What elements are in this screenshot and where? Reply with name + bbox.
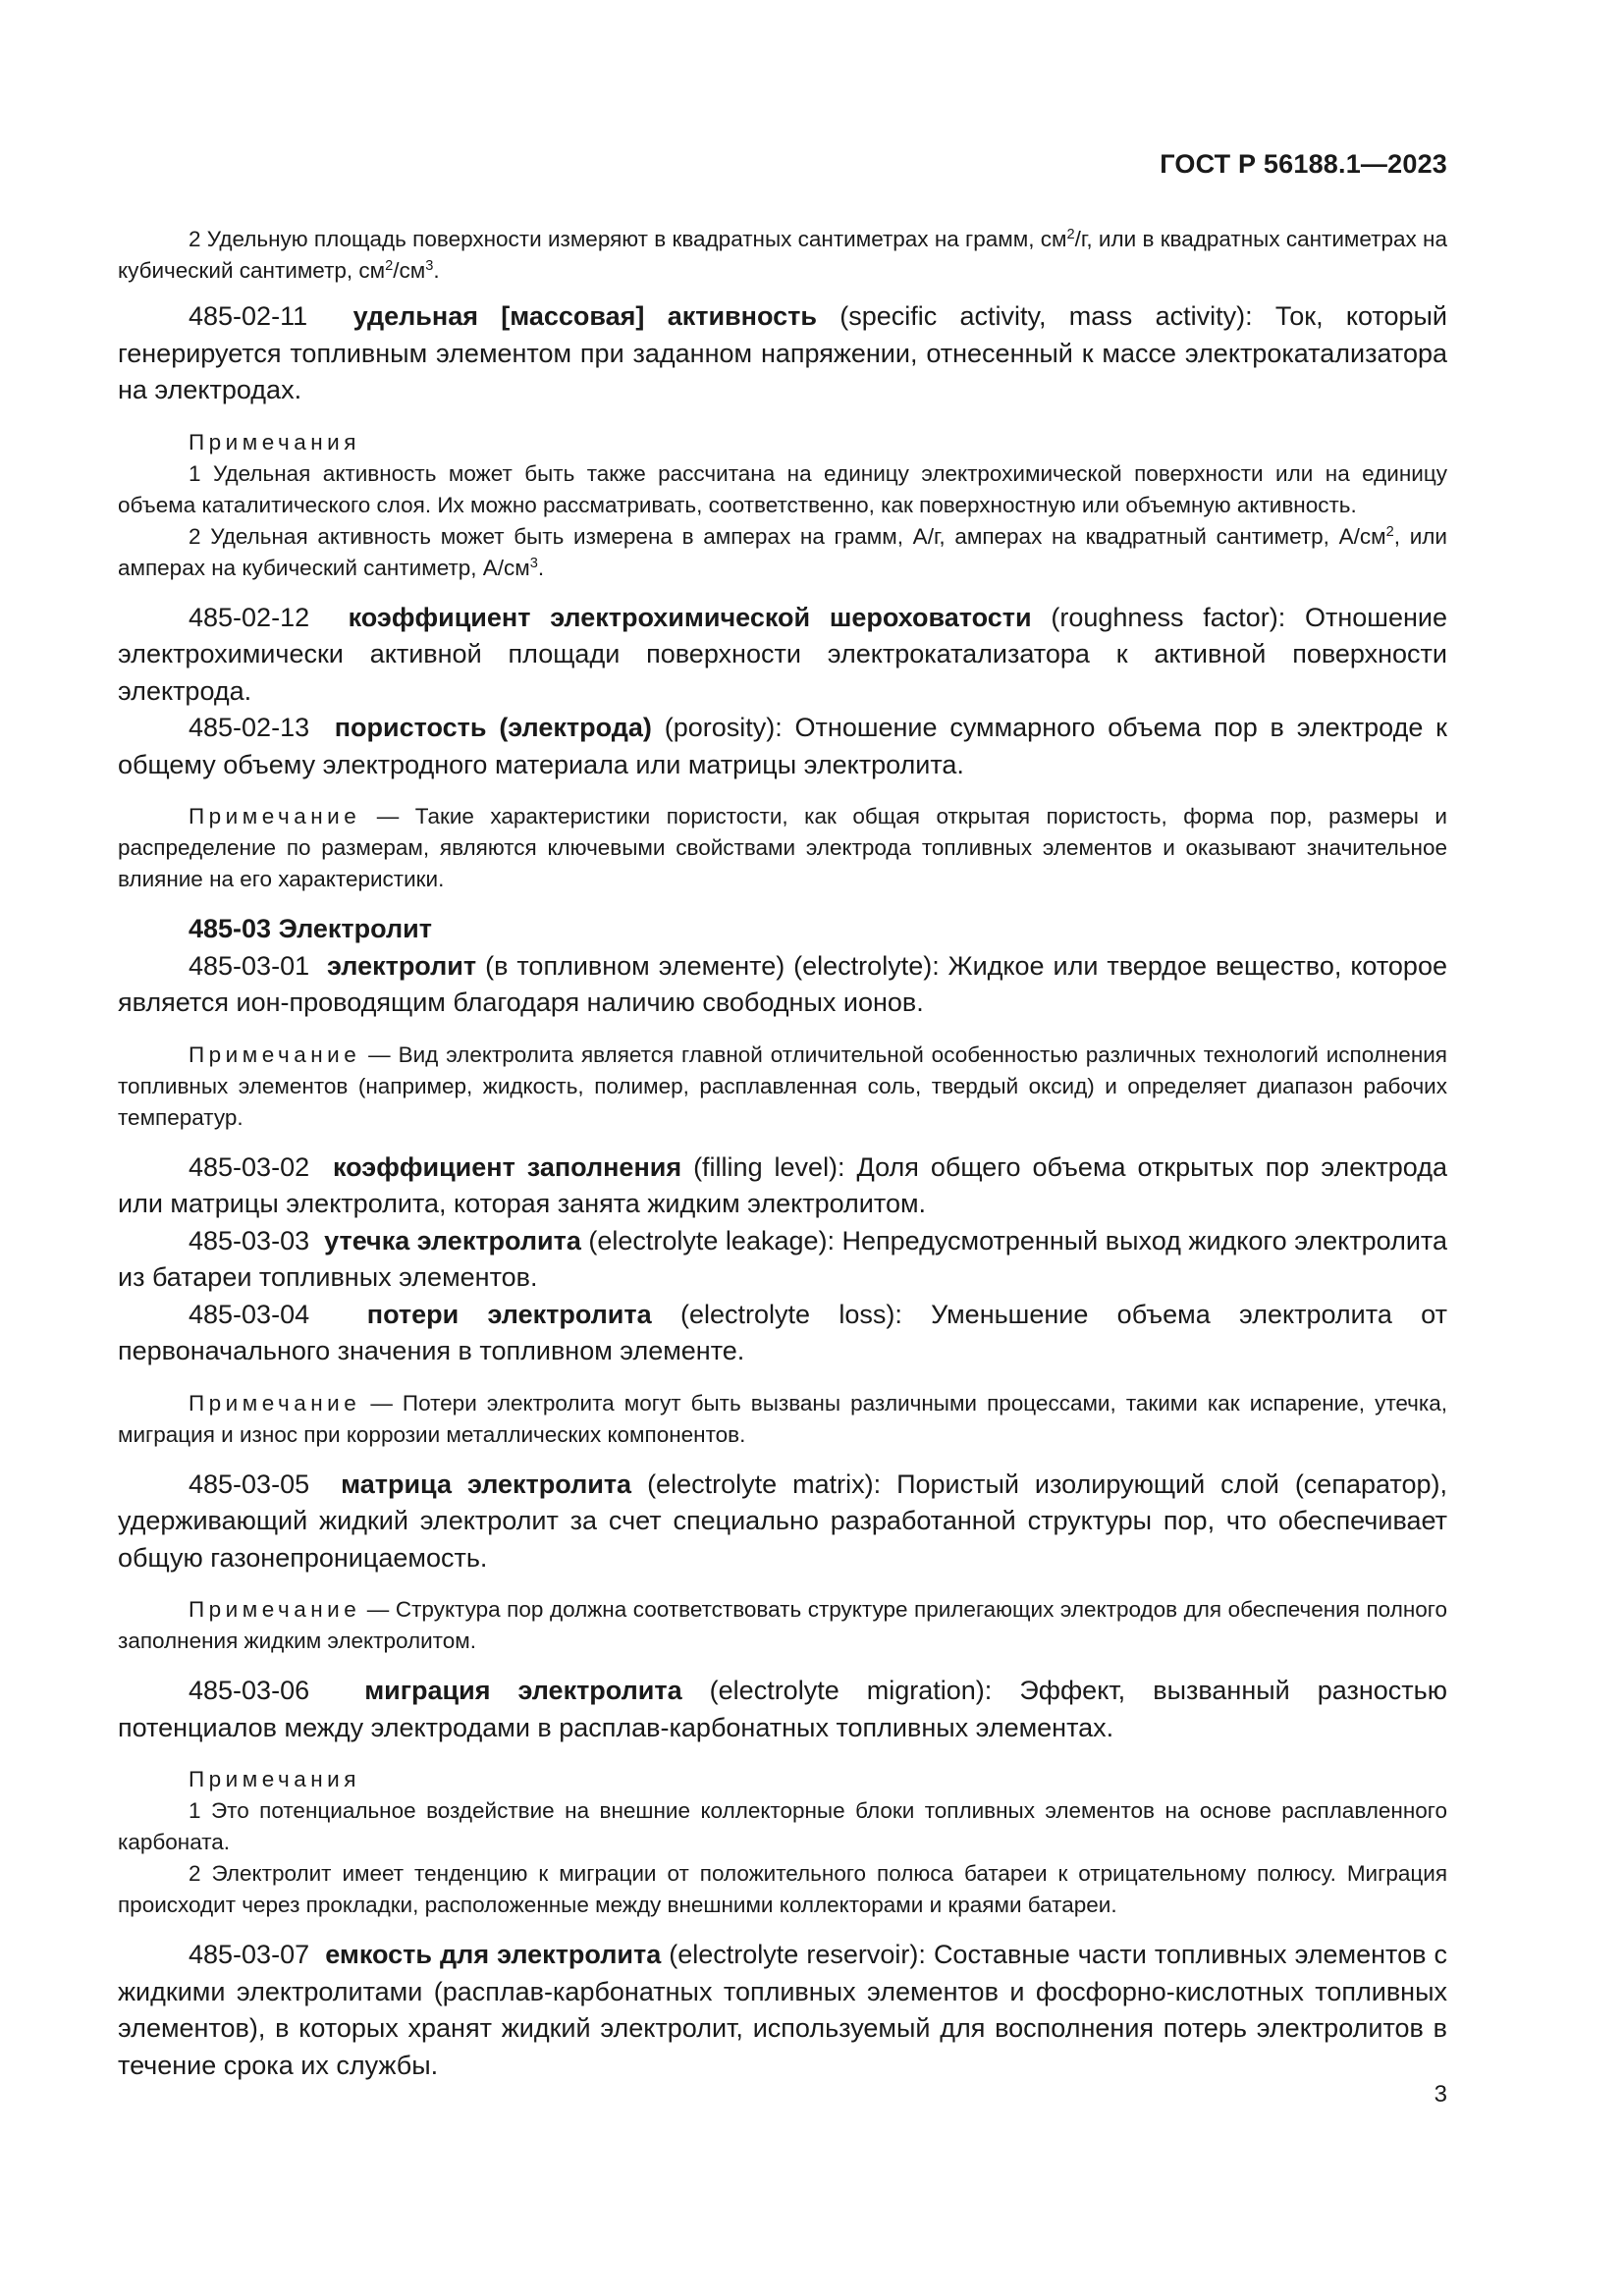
term-entry-485-02-12 (118, 600, 1447, 711)
term-number: 485-03-04 (189, 1299, 310, 1329)
term-entry-485-03-02 (118, 1149, 1447, 1223)
page-number: 3 (1434, 2081, 1447, 2108)
term-number: 485-02-12 (189, 602, 310, 632)
page-body (118, 224, 1447, 2084)
term-number: 485-02-11 (189, 301, 308, 331)
term-definition: (roughness factor): Отношение электрохимически активной площади поверхности электрокатализатора к активной поверхности электрода. (118, 602, 1447, 706)
term-definition: (electrolyte migration): Эффект, вызванный разностью потенциалов между электродами в расплав-карбонатных топливных элементах. (118, 1676, 1447, 1742)
term-name: миграция электролита (364, 1676, 682, 1705)
term-definition: (porosity): Отношение суммарного объема пор в электроде к общему объему электродного материала или матрицы электролита. (118, 713, 1447, 779)
term-name: коэффициент электрохимической шероховатости (348, 602, 1032, 632)
term-entry-485-03-06 (118, 1673, 1447, 1746)
term-definition: (electrolyte matrix): Пористый изолирующий слой (сепаратор), удерживающий жидкий электролит за счет специально разработанной структуры пор, что обеспечивает общую газонепроницаемость. (118, 1468, 1447, 1573)
term-number: 485-03-05 (189, 1468, 310, 1499)
term-entry-485-03-05 (118, 1467, 1447, 1577)
note-485-03-04 (118, 1388, 1447, 1451)
note-item: 1 Удельная активность может быть также рассчитана на единицу электрохимической поверхности или на единицу объема каталитического слоя. Их можно рассматривать, соответственно, как поверхностную или объемную активность. (118, 460, 1447, 517)
term-number: 485-02-13 (189, 713, 310, 742)
note-heading: Примечание (189, 804, 361, 828)
term-definition: (filling level): Доля общего объема открытых пор электрода или матрицы электролита, которая занята жидким электролитом. (118, 1151, 1447, 1218)
note-heading: Примечание (189, 1390, 361, 1415)
term-entry-485-02-11 (118, 298, 1447, 409)
note-485-03-01 (118, 1040, 1447, 1134)
term-number: 485-03-03 (189, 1225, 310, 1255)
term-entry-485-03-04 (118, 1297, 1447, 1370)
notes-heading: Примечания (189, 429, 360, 454)
note-heading: Примечание (189, 1597, 361, 1622)
note-item: Примечание — Такие характеристики пористости, как общая открытая пористость, форма пор, размеры и распределение по размерам, являются ключевыми свойствами электрода топливных элементов и оказывают значительное влияние на его характеристики. (118, 804, 1447, 891)
term-number: 485-03-02 (189, 1151, 310, 1182)
note-item: Примечание — Потери электролита могут быть вызваны различными процессами, такими как испарение, утечка, миграция и износ при коррозии металлических компонентов. (118, 1390, 1447, 1447)
term-name: электролит (327, 950, 477, 981)
document-designation: ГОСТ Р 56188.1—2023 (1160, 149, 1447, 179)
term-entry-485-03-07 (118, 1937, 1447, 2084)
term-definition: (electrolyte leakage): Непредусмотренный выход жидкого электролита из батареи топливных элементов. (118, 1225, 1447, 1292)
term-name: коэффициент заполнения (333, 1151, 682, 1182)
note-surface-area-units: 2 Удельную площадь поверхности измеряют в квадратных сантиметрах на грамм, $см^2/г$, или в квадратных сантиметрах на кубический сантиметр, $см^2/см^3$. (118, 226, 1447, 283)
term-definition: (electrolyte reservoir): Составные части топливных элементов с жидкими электролитами (расплав-карбонатных топливных элементов и фосфорно-кислотных топливных элементов), в которых хранят жидкий электролит, используемый для восполнения потерь электролитов в течение срока их службы. (118, 1940, 1447, 2080)
note-item: 2 Электролит имеет тенденцию к миграции от положительного полюса батареи к отрицательному полюсу. Миграция происходит через прокладки, расположенные между внешними коллекторами и краями батареи. (118, 1861, 1447, 1917)
note-item: Примечание — Вид электролита является главной отличительной особенностью различных технологий исполнения топливных элементов (например, жидкость, полимер, расплавленная соль, твердый оксид) и определяет диапазон рабочих температур. (118, 1041, 1447, 1130)
note-item: Примечание — Структура пор должна соответствовать структуре прилегающих электродов для обеспечения полного заполнения жидким электролитом. (118, 1597, 1447, 1653)
term-number: 485-03-06 (189, 1676, 310, 1705)
term-definition: (specific activity, mass activity): Ток, который генерируется топливным элементом при заданном напряжении, отнесенный к массе электрокатализатора на электродах. (118, 301, 1447, 404)
term-name: утечка электролита (324, 1225, 581, 1255)
term-entry-485-03-03 (118, 1223, 1447, 1297)
term-name: пористость (электрода) (334, 713, 652, 742)
term-name: емкость для электролита (325, 1940, 662, 1969)
term-definition: (electrolyte loss): Уменьшение объема электролита от первоначального значения в топливном элементе. (118, 1299, 1447, 1365)
term-entry-485-02-13 (118, 710, 1447, 783)
term-name: матрица электролита (341, 1468, 632, 1499)
notes-485-03-06 (118, 1764, 1447, 1921)
note-item: 1 Это потенциальное воздействие на внешние коллекторные блоки топливных элементов на основе расплавленного карбоната. (118, 1798, 1447, 1854)
term-name: удельная [массовая] активность (352, 301, 817, 331)
note-heading: Примечание (189, 1041, 361, 1067)
notes-485-02-11 (118, 427, 1447, 584)
term-number: 485-03-07 (189, 1940, 310, 1969)
note-485-03-05 (118, 1594, 1447, 1657)
term-entry-485-03-01 (118, 948, 1447, 1022)
section-heading-485-03: 485-03 Электролит (189, 914, 432, 943)
notes-heading: Примечания (189, 1767, 360, 1791)
term-number: 485-03-01 (189, 950, 310, 981)
term-definition: (в топливном элементе) (electrolyte): Жидкое или твердое вещество, которое является ион-проводящим благодаря наличию свободных ионов. (118, 950, 1447, 1017)
note-item: 2 Удельная активность может быть измерена в амперах на грамм, А/г, амперах на квадратный сантиметр, $А/см^2$, или амперах на кубический сантиметр, $А/см^3$. (118, 523, 1447, 580)
term-name: потери электролита (366, 1299, 652, 1329)
note-485-02-13 (118, 801, 1447, 895)
